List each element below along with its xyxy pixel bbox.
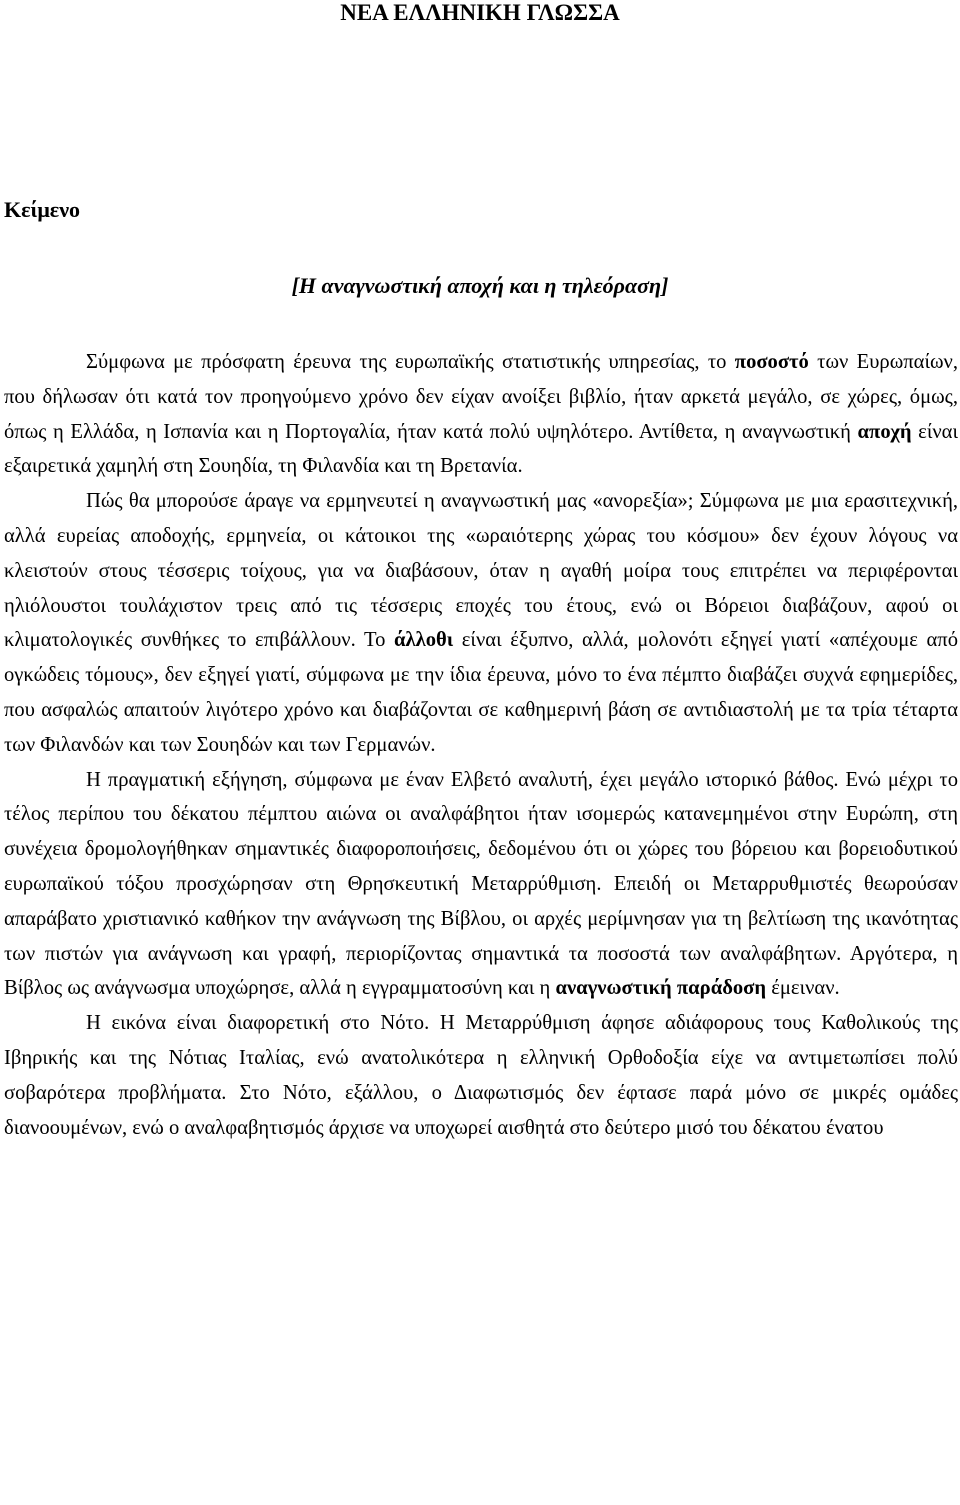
paragraph-1 bbox=[4, 345, 958, 484]
paragraph-3 bbox=[4, 763, 958, 1007]
text-segment: είναι έξυπνο, αλλά, μολονότι εξηγεί γιατί «απέχουμε από ογκώδεις τόμους», δεν εξηγεί γιατί, σύμφωνα με την ίδια έρευνα, μόνο το ένα πέμπτο διαβάζει συχνά εφημερίδες, που ασφαλώς απαιτούν λιγότερο χρόνο και διαβάζονται σε καθημερινή βάση σε αντιδιαστολή με τα τρία τέταρτα των Φιλανδών και των Σουηδών και των Γερμανών. bbox=[4, 629, 958, 756]
paragraph-4 bbox=[4, 1006, 958, 1145]
bold-term-apochi: αποχή bbox=[857, 420, 912, 443]
text-segment: Η εικόνα είναι διαφορετική στο Νότο. Η Μεταρρύθμιση άφησε αδιάφορους τους Καθολικούς της Ιβηρικής και της Νότιας Ιταλίας, ενώ ανατολικότερα η ελληνική Ορθοδοξία είχε να αντιμετωπίσει πολύ σοβαρότερα προβλήματα. Στο Νότο, εξάλλου, ο Διαφωτισμός δεν έφτασε παρά μόνο σε μικρές ομάδες διανοουμένων, ενώ ο αναλφαβητισμός άρχισε να υποχωρεί αισθητά στο δεύτερο μισό του δέκατου ένατου bbox=[4, 1012, 958, 1139]
text-segment: Η πραγματική εξήγηση, σύμφωνα με έναν Ελβετό αναλυτή, έχει μεγάλο ιστορικό βάθος. Ενώ μέχρι το τέλος περίπου του δέκατου πέμπτου αιώνα οι αναλφάβητοι ήταν ισομερώς κατανεμημένοι στην Ευρώπη, στη συνέχεια δρομολογήθηκαν σημαντικές διαφοροποιήσεις, δεδομένου ότι οι χώρες του βόρειου και βορειοδυτικού ευρωπαϊκού τόξου προσχώρησαν στη Θρησκευτική Μεταρρύθμιση. Επειδή οι Μεταρρυθμιστές θεωρούσαν απαράβατο χριστιανικό καθήκον την ανάγνωση της Βίβλου, οι αρχές μερίμνησαν για τη βελτίωση της ικανότητας των πιστών για ανάγνωση και γραφή, περιορίζοντας σημαντικά τα ποσοστά των αναλφάβητων. Αργότερα, η Βίβλος ως ανάγνωσμα υποχώρησε, αλλά η εγγραμματοσύνη και η bbox=[4, 768, 958, 1000]
document-title: ΝΕΑ ΕΛΛΗΝΙΚΗ ΓΛΩΣΣΑ bbox=[340, 0, 620, 25]
text-title: [Η αναγνωστική αποχή και η τηλεόραση] bbox=[291, 273, 669, 298]
paragraph-2 bbox=[4, 484, 958, 762]
body-text bbox=[4, 345, 958, 1145]
bold-term-anagnostiki-paradosi: αναγνωστική παράδοση bbox=[555, 977, 767, 1000]
section-heading: Κείμενο bbox=[4, 197, 81, 222]
bold-term-allothi: άλλοθι bbox=[394, 629, 454, 652]
text-segment: έμειναν. bbox=[766, 977, 840, 1000]
text-segment: είναι εξαιρετικά χαμηλή στη Σουηδία, τη Φιλανδία και τη Βρετανία. bbox=[4, 420, 959, 478]
text-segment: των Ευρωπαίων, που δήλωσαν ότι κατά τον προηγούμενο χρόνο δεν είχαν ανοίξει βιβλίο, ήταν αρκετά μεγάλο, σε χώρες, όμως, όπως η Ελλάδα, η Ισπανία και η Πορτογαλία, ήταν κατά πολύ υψηλότερο. Αντίθετα, η αναγνωστική bbox=[4, 351, 959, 443]
text-segment: Σύμφωνα με πρόσφατη έρευνα της ευρωπαϊκής στατιστικής υπηρεσίας, το bbox=[86, 351, 735, 373]
text-segment: Πώς θα μπορούσε άραγε να ερμηνευτεί η αναγνωστική μας «ανορεξία»; Σύμφωνα με μια ερασιτεχνική, αλλά ευρείας αποδοχής, ερμηνεία, οι κάτοικοι της «ωραιότερης χώρας του κόσμου» δεν έχουν λόγους να κλειστούν στους τέσσερις τοίχους, για να διαβάσουν, όταν η αγαθή μοίρα τους επιτρέπει να περιφέρονται ηλιόλουστοι τουλάχιστον τρεις από τις τέσσερις εποχές του έτους, ενώ οι Βόρειοι διαβάζουν, αφού οι κλιματολογικές συνθήκες το επιβάλλουν. Το bbox=[4, 490, 958, 652]
bold-term-pososto: ποσοστό bbox=[734, 351, 809, 373]
